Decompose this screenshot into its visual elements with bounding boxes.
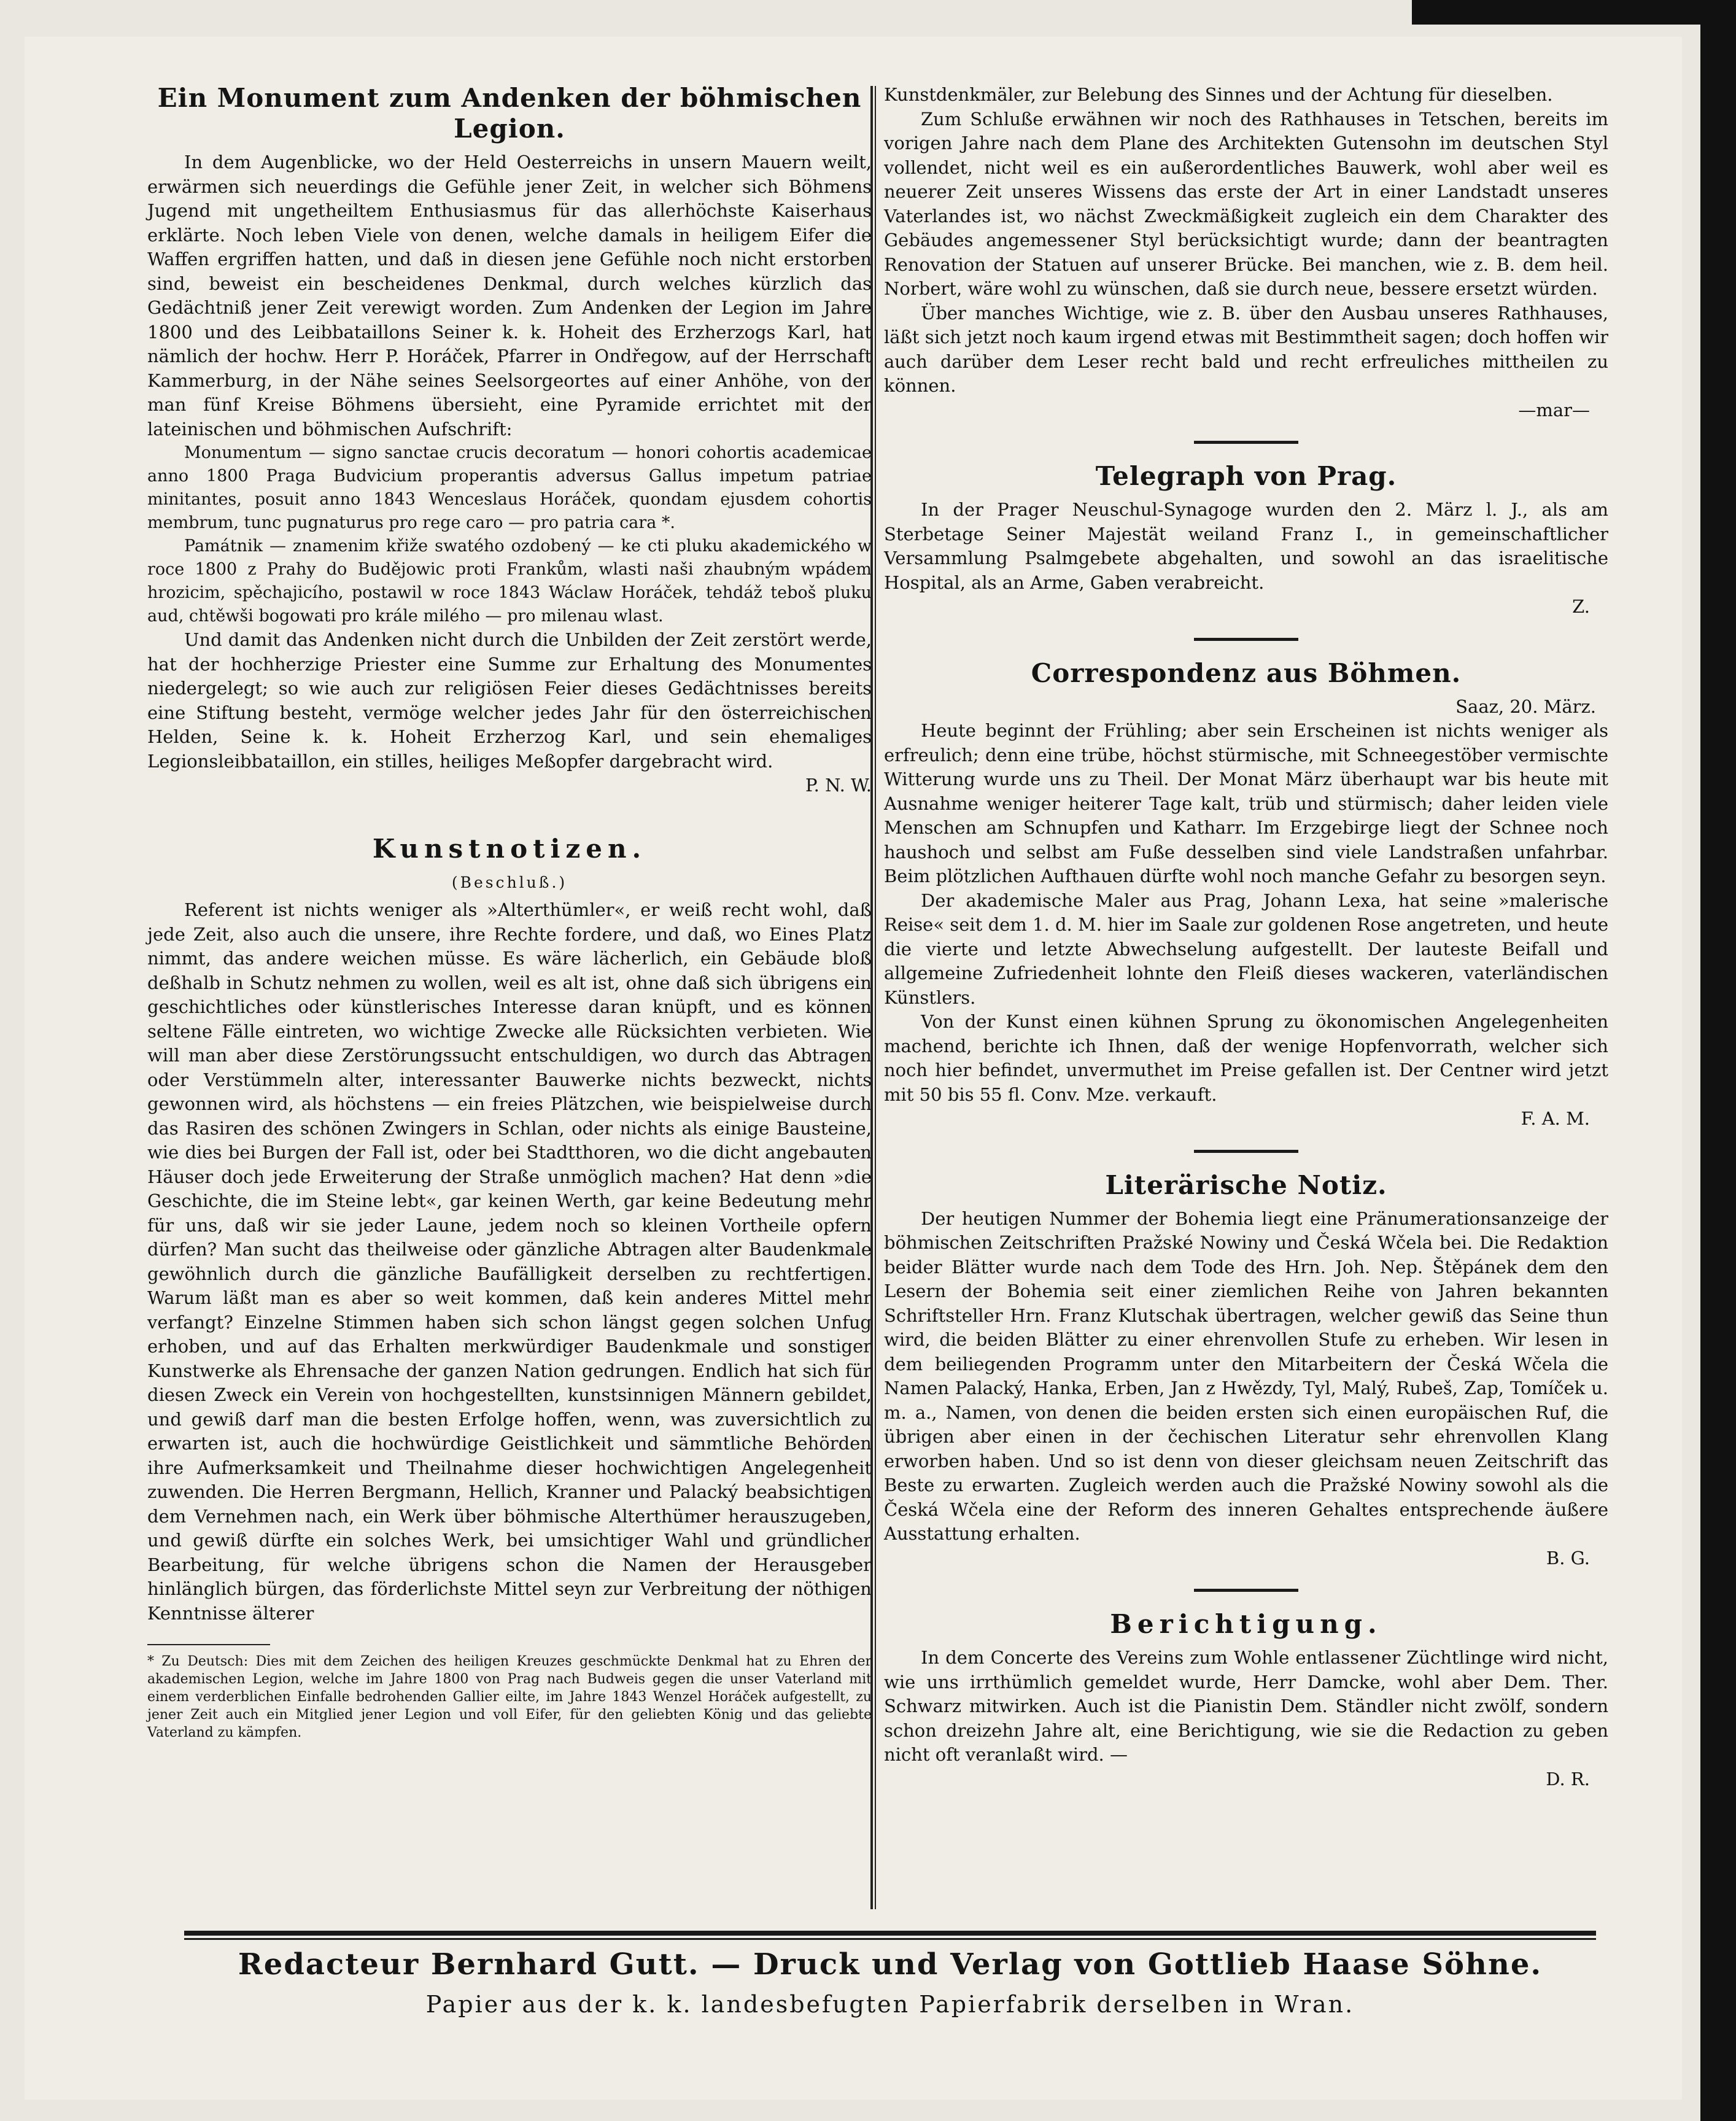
correspondenz-paragraph-2: Der akademische Maler aus Prag, Johann Lexa, hat seine »malerische Reise« seit dem 1. d. M. hier im Saale zur goldenen Rose angetreten, und heute die vierte und letzte Abwechselung aufgestellt. Der lauteste Beifall und allgemeine Zufriedenheit lohnte den Fleiß dieses wackeren, vaterländischen Künstlers. (884, 890, 1608, 1008)
correspondenz-signature: F. A. M. (1521, 1108, 1590, 1129)
literarische-paragraph: Der heutigen Nummer der Bohemia liegt eine Pränumerationsanzeige der böhmischen Zeitschriften Pražské Nowiny und Česká Wčela bei. Die Redaktion beider Blätter wurde nach dem Tode des Hrn. Joh. Nep. Štěpánek dem den Lesern der Bohemia seit einer ziemlichen Reihe von Jahren bekannten Schriftsteller Hrn. Franz Klutschak übertragen, welcher gewiß das Seine thun wird, die beiden Blätter zu einer ehrenvollen Stufe zu erheben. Wir lesen in dem beiliegenden Programm unter den Mitarbeitern der Česká Wčela die Namen Palacký, Hanka, Erben, Jan z Hwězdy, Tyl, Malý, Rubeš, Zap, Tomíček u. m. a., Namen, von denen die beiden ersten sich einen europäischen Ruf, die übrigen aber einen in der čechischen Literatur sehr ehrenvollen Klang erworben haben. Und so ist denn von dieser gleichsam neuen Zeitschrift das Beste zu erwarten. Zugleich werden auch die Pražské Nowiny sowohl als die Česká Wčela eine der Reform des inneren Gehaltes entsprechende äußere Ausstattung erhalten. (884, 1208, 1608, 1544)
scan-edge-right (1700, 0, 1736, 2121)
kunstnotizen-subtitle: (Beschluß.) (451, 873, 568, 891)
section-rule (1194, 1589, 1298, 1592)
berichtigung-signature: D. R. (1546, 1768, 1590, 1789)
kunst-continued-paragraph-2: Zum Schluße erwähnen wir noch des Rathhauses in Tetschen, bereits im vorigen Jahre nach dem Plane des Architekten Gutensohn im deutschen Styl vollendet, nicht weil es ein außerordentliches Bauwerk, wohl aber weil es neuerer Zeit unseres Wissens das erste der Art in einer Landstadt unseres Vaterlandes ist, wo nächst Zweckmäßigkeit zugleich ein dem Charakter des Gebäudes angemessener Styl berücksichtigt wurde; dann der beantragten Renovation der Statuen auf unserer Brücke. Bei manchen, wie z. B. dem heil. Norbert, wäre wohl zu wünschen, daß sie durch neue, bessere ersetzt würden. (884, 108, 1608, 299)
section-rule (1194, 1150, 1298, 1153)
kunst-continued-paragraph-1: Kunstdenkmäler, zur Belebung des Sinnes und der Achtung für dieselben. (884, 84, 1553, 105)
section-rule (1194, 441, 1298, 444)
monument-title: Ein Monument zum Andenken der böhmischen Legion. (157, 83, 862, 144)
footnote: * Zu Deutsch: Dies mit dem Zeichen des heiligen Kreuzes geschmückte Denkmal hat zu Ehren der akademischen Legion, welche im Jahre 1800 von Prag nach Budweis gegen die unser Vaterland mit einem verderblichen Einfalle bedrohenden Gallier eilte, im Jahre 1843 Wenzel Horáček aufgestellt, zu jener Zeit auch ein Mitglied jener Legion und voll Eifer, für den geliebten König und das geliebte Vaterland zu kämpfen. (147, 1654, 872, 1740)
kunst-continued-signature: —mar— (1518, 399, 1590, 421)
footer-rule-thin (184, 1938, 1596, 1940)
monument-signature: P. N. W. (805, 775, 872, 796)
kunstnotizen-paragraph-1: Referent ist nichts weniger als »Alterthümler«, er weiß recht wohl, daß jede Zeit, also auch die unsere, ihre Rechte fordere, und daß, wo Eines Platz nimmt, das andere weichen müsse. Es wäre lächerlich, ein Gebäude bloß deßhalb in Schutz nehmen zu wollen, weil es alt ist, ohne daß sich übrigens ein geschichtliches oder künstlerisches Interesse daran knüpft, und es können seltene Fälle eintreten, wo wichtige Zwecke alle Rücksichten verbieten. Wie will man aber diese Zerstörungssucht entschuldigen, wo durch das Abtragen oder Verstümmeln alter, interessanter Bauwerke nichts bezweckt, nichts gewonnen wird, als höchstens — ein freies Plätzchen, wie beispielweise durch das Rasiren des schönen Zwingers in Schlan, oder nichts als einige Bausteine, wie dies bei Burgen der Fall ist, oder bei Stadtthoren, wo die dicht angebauten Häuser doch jede Erweiterung der Straße unmöglich machen? Hat denn »die Geschichte, die im Steine lebt«, gar keinen Werth, gar keine Bedeutung mehr für uns, daß wir sie jeder Laune, jedem noch so kleinen Vortheile opfern dürfen? Man sucht das theilweise oder gänzliche Abtragen alter Baudenkmale gewöhnlich durch die gänzliche Baufälligkeit derselben zu rechtfertigen. Warum läßt man es aber so weit kommen, daß kein anderes Mittel mehr verfangt? Einzelne Stimmen haben sich schon längst gegen solchen Unfug erhoben, und auf das Erhalten merkwürdiger Baudenkmale und sonstiger Kunstwerke als Ehrensache der ganzen Nation gedrungen. Endlich hat sich für diesen Zweck ein Verein von hochgestellten, kunstsinnigen Männern gebildet, und gewiß darf man die besten Erfolge hoffen, wenn, was zuversichtlich zu erwarten ist, auch die hochwürdige Geistlichkeit und sämmtliche Behörden ihre Aufmerksamkeit und Theilnahme dieser hochwichtigen Angelegenheit zuwenden. Die Herren Bergmann, Hellich, Kranner und Palacký beabsichtigen dem Vernehmen nach, ein Werk über böhmische Alterthümer herauszugeben, und gewiß dürfte ein solches Werk, bei umsichtiger Wahl und gründlicher Bearbeitung, für welche übrigens schon die Namen der Herausgeber hinlänglich bürgen, das förderlichste Mittel seyn zur Verbreitung der nöthigen Kenntnisse älterer (147, 899, 872, 1624)
kunst-continued-paragraph-3: Über manches Wichtige, wie z. B. über den Ausbau unseres Rathhauses, läßt sich jetzt noch kaum irgend etwas mit Bestimmtheit sagen; doch hoffen wir auch darüber dem Leser recht bald und recht erfreuliches mittheilen zu können. (884, 302, 1608, 396)
monument-latin-inscription: Monumentum — signo sanctae crucis decoratum — honori cohortis academicae anno 1800 Praga Budvicium properantis adversus Gallus impetum patriae minitantes, posuit anno 1843 Wenceslaus Horáček, quondam ejusdem cohortis membrum, tunc pugnaturus pro rege caro — pro patria cara *. (147, 443, 872, 532)
imprint-line: Redacteur Bernhard Gutt. — Druck und Verlag von Gottlieb Haase Söhne. (238, 1947, 1543, 1982)
footer-rule-thick (184, 1931, 1596, 1936)
literarische-title: Literärische Notiz. (1105, 1169, 1387, 1200)
section-gap (147, 798, 872, 834)
correspondenz-paragraph-3: Von der Kunst einen kühnen Sprung zu ökonomischen Angelegenheiten machend, berichte ich Ihnen, daß der wenige Hopfenvorrath, welcher sich noch hier befindet, unvermuthet im Preise gefallen ist. Der Centner wird jetzt mit 50 bis 55 fl. Conv. Mze. verkauft. (884, 1011, 1608, 1105)
scan-edge-top (1412, 0, 1736, 25)
correspondenz-title: Correspondenz aus Böhmen. (1031, 657, 1462, 688)
paper-line: Papier aus der k. k. landesbefugten Papierfabrik derselben in Wran. (425, 1991, 1355, 2018)
literarische-signature: B. G. (1546, 1547, 1590, 1568)
berichtigung-title: Berichtigung. (1110, 1609, 1382, 1639)
left-column (147, 83, 872, 1742)
correspondenz-dateline: Saaz, 20. März. (1455, 696, 1596, 717)
kunstnotizen-title: Kunstnotizen. (372, 833, 647, 864)
monument-czech-inscription: Památnik — znamenim křiže swatého ozdobený — ke cti pluku akademického w roce 1800 z Prahy do Budějowic proti Frankům, wlasti naši zhaubným wpádem hrozicim, spěchajicího, postawil w roce 1843 Wáclaw Horáček, tehdáž teboš pluku aud, chtěwši bogowati pro krále milého — pro milenau wlast. (147, 537, 872, 626)
telegraph-title: Telegraph von Prag. (1095, 461, 1397, 491)
telegraph-signature: Z. (1572, 596, 1590, 617)
monument-paragraph-2: Und damit das Andenken nicht durch die Unbilden der Zeit zerstört werde, hat der hochherzige Priester eine Summe zur Erhaltung des Monumentes niedergelegt; so wie auch zur religiösen Feier dieses Gedächtnisses bereits eine Stiftung besteht, vermöge welcher jedes Jahr für den österreichischen Helden, Seine k. k. Hoheit Erzherzog Karl, und sein ehemaliges Legionsleibbataillon, ein stilles, heiliges Meßopfer dargebracht wird. (147, 629, 872, 772)
correspondenz-paragraph-1: Heute beginnt der Frühling; aber sein Erscheinen ist nichts weniger als erfreulich; denn eine trübe, höchst stürmische, mit Schneegestöber vermischte Witterung wurde uns zu Theil. Der Monat März überhaupt war bis heute mit Ausnahme weniger heiterer Tage kalt, trüb und stürmisch; daher leiden viele Menschen am Schnupfen und Katharr. Im Erzgebirge liegt der Schnee noch haushoch und selbst am Fuße desselben sind viele Landstraßen unfahrbar. Beim plötzlichen Aufthauen dürfte wohl noch manche Gefahr zu besorgen seyn. (884, 720, 1608, 886)
telegraph-paragraph: In der Prager Neuschul-Synagoge wurden den 2. März l. J., als am Sterbetage Seiner Majestät weiland Franz I., in gemeinschaftlicher Versammlung Psalmgebete abgehalten, und sowohl an das israelitische Hospital, als an Arme, Gaben verabreicht. (884, 499, 1608, 593)
column-divider-inner (875, 86, 876, 1909)
monument-paragraph-1: In dem Augenblicke, wo der Held Oesterreichs in unsern Mauern weilt, erwärmen sich neuerdings die Gefühle jener Zeit, in welcher sich Böhmens Jugend mit ungetheiltem Enthusiasmus für das allerhöchste Kaiserhaus erklärte. Noch leben Viele von denen, welche damals in heiligem Eifer die Waffen ergriffen hatten, und daß in diesen jene Gefühle noch nicht erstorben sind, beweist ein bescheidenes Denkmal, durch welches kürzlich das Gedächtniß jener Zeit verewigt worden. Zum Andenken der Legion im Jahre 1800 und des Leibbataillons Seiner k. k. Hoheit des Erzherzogs Karl, hat nämlich der hochw. Herr P. Horáček, Pfarrer in Ondřegow, auf der Herrschaft Kammerburg, in der Nähe seines Seelsorgeortes auf einer Anhöhe, von der man fünf Kreise Böhmens übersieht, eine Pyramide errichtet mit der lateinischen und böhmischen Aufschrift: (147, 152, 872, 440)
berichtigung-paragraph: In dem Concerte des Vereins zum Wohle entlassener Züchtlinge wird nicht, wie uns irrthümlich gemeldet wurde, Herr Damcke, wohl aber Dem. Ther. Schwarz mitwirken. Auch ist die Pianistin Dem. Ständler nicht zwölf, sondern schon dreizehn Jahre alt, eine Berichtigung, wie sie die Redaction zu geben nicht oft veranlaßt wird. — (884, 1647, 1608, 1765)
right-column (884, 83, 1608, 1791)
section-rule (1194, 638, 1298, 641)
footnote-rule (147, 1644, 270, 1645)
